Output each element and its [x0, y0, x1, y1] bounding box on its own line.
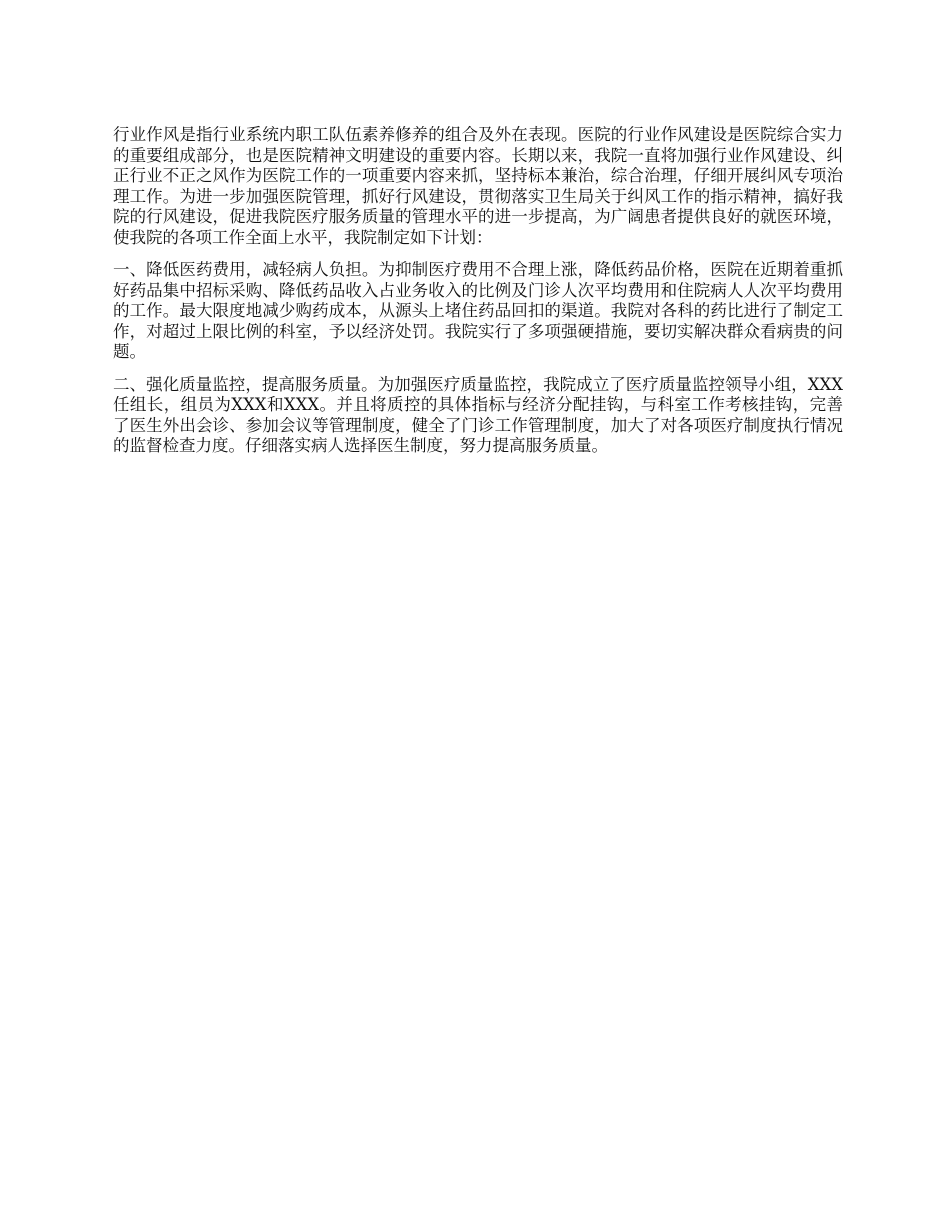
- document-body: [113, 125, 843, 469]
- paragraph-section-2: 二、强化质量监控，提高服务质量。为加强医疗质量监控，我院成立了医疗质量监控领导小组，XXX任组长，组员为XXX和XXX。并且将质控的具体指标与经济分配挂钩，与科室工作考核挂钩，完善了医生外出会诊、参加会议等管理制度，健全了门诊工作管理制度，加大了对各项医疗制度执行情况的监督检查力度。仔细落实病人选择医生制度，努力提高服务质量。: [113, 374, 843, 455]
- paragraph-section-1: 一、降低医药费用，减轻病人负担。为抑制医疗费用不合理上涨，降低药品价格，医院在近期着重抓好药品集中招标采购、降低药品收入占业务收入的比例及门诊人次平均费用和住院病人人次平均费用的工作。最大限度地减少购药成本，从源头上堵住药品回扣的渠道。我院对各科的药比进行了制定工作，对超过上限比例的科室，予以经济处罚。我院实行了多项强硬措施，要切实解决群众看病贵的问题。: [113, 260, 843, 361]
- paragraph-intro: 行业作风是指行业系统内职工队伍素养修养的组合及外在表现。医院的行业作风建设是医院综合实力的重要组成部分，也是医院精神文明建设的重要内容。长期以来，我院一直将加强行业作风建设、纠正行业不正之风作为医院工作的一项重要内容来抓，坚持标本兼治，综合治理，仔细开展纠风专项治理工作。为进一步加强医院管理，抓好行风建设，贯彻落实卫生局关于纠风工作的指示精神，搞好我院的行风建设，促进我院医疗服务质量的管理水平的进一步提高，为广阔患者提供良好的就医环境，使我院的各项工作全面上水平，我院制定如下计划：: [113, 125, 843, 247]
